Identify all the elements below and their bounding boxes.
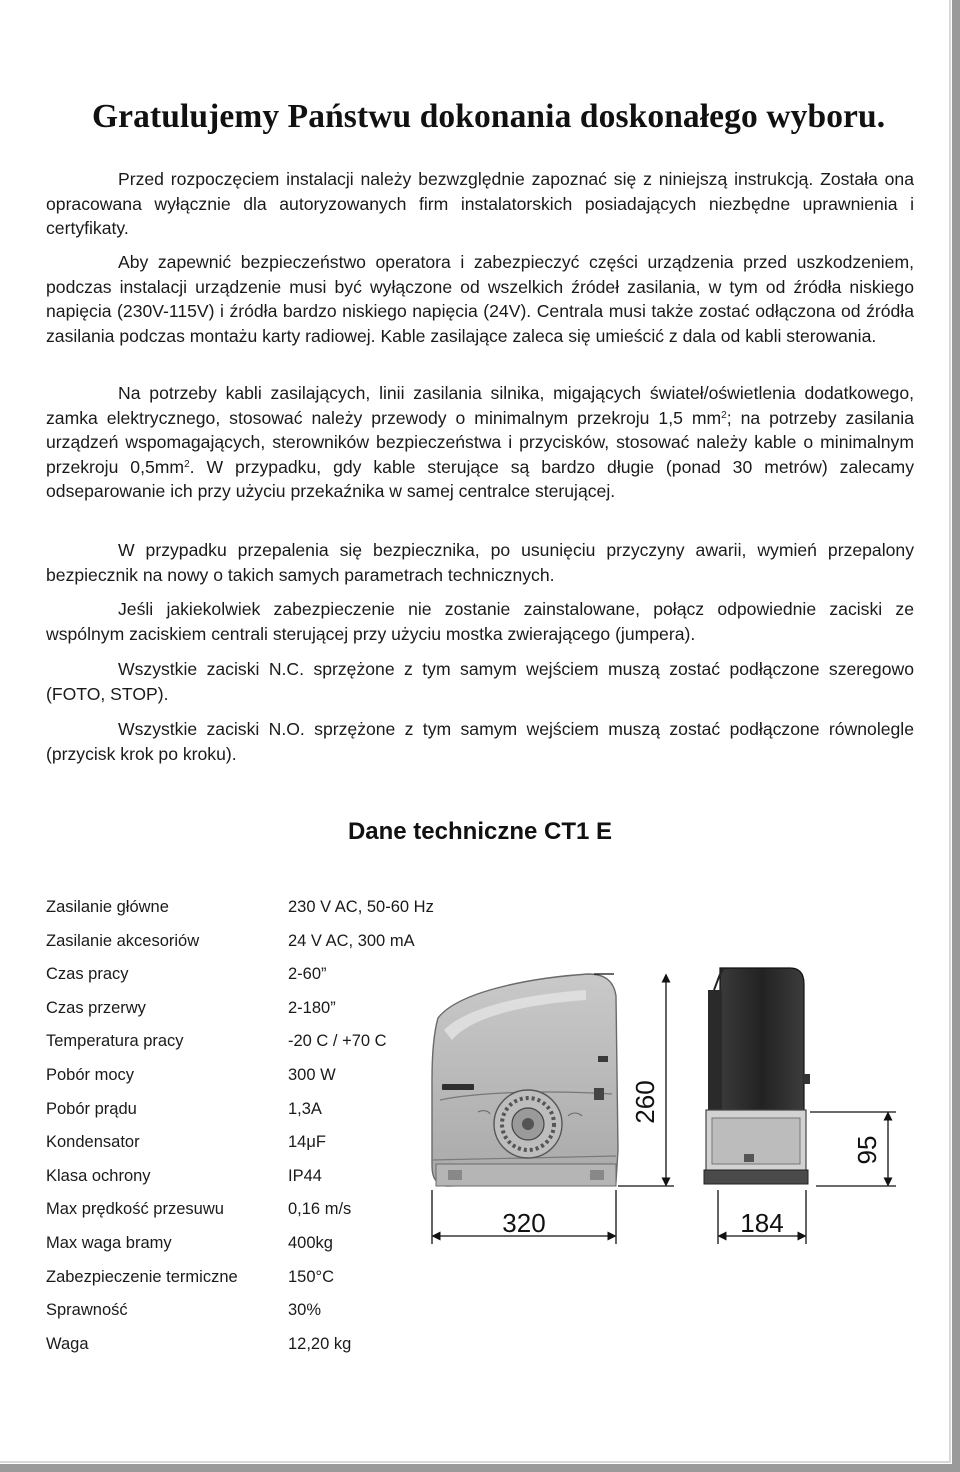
paragraph-nc-text: Wszystkie zaciski N.C. sprzężone z tym samym wejściem muszą zostać podłączone szeregowo (FOTO, STOP). [46, 659, 914, 704]
superscript-2: 2 [721, 409, 727, 421]
spec-label: Sprawność [46, 1301, 128, 1320]
spec-value: 14μF [288, 1133, 326, 1152]
operator-dimension-drawing [418, 960, 898, 1250]
operator-front-view [432, 974, 618, 1186]
paragraph-jumper [46, 597, 914, 646]
spec-value: 230 V AC, 50-60 Hz [288, 898, 434, 916]
spec-value: 2-180” [288, 998, 336, 1017]
spec-label: Max prędkość przesuwu [46, 1200, 224, 1219]
spec-label: Zasilanie główne [46, 898, 169, 916]
spec-value: 400kg [288, 1233, 333, 1252]
paragraph-fuse [46, 538, 914, 587]
spec-label: Pobór prądu [46, 1099, 137, 1118]
spec-label: Czas przerwy [46, 998, 146, 1017]
paragraph-cables [46, 381, 914, 504]
paragraph-jumper-text: Jeśli jakiekolwiek zabezpieczenie nie zostanie zainstalowane, połącz odpowiednie zaciski ze wspólnym zaciskiem centrali sterującej przy użyciu mostka zwierającego (jumpera). [46, 599, 914, 644]
specs-title: Dane techniczne CT1 E [347, 818, 613, 845]
spec-value: 2-60” [288, 965, 327, 984]
dimension-label-320: 320 [502, 1208, 546, 1238]
spec-label: Kondensator [46, 1133, 140, 1152]
gear-wheel [494, 1090, 562, 1158]
document-title: Gratulujemy Państwu dokonania doskonałego wyboru. [92, 98, 886, 135]
superscript-2: 2 [184, 458, 190, 470]
spec-value: 300 W [288, 1065, 336, 1084]
dimension-label-184: 184 [740, 1208, 784, 1238]
spec-label: Waga [46, 1334, 89, 1353]
spec-label: Zabezpieczenie termiczne [46, 1267, 238, 1286]
dimension-label-260: 260 [630, 1080, 660, 1124]
paragraph-cables-text-b: ; na potrzeby zasilania urządzeń wspomagających, sterowników bezpieczeństwa i przycisków, stosować należy kable o minimalnym przekroju 0,5mm [46, 407, 914, 477]
spec-value: 150°C [288, 1267, 335, 1286]
spec-value: 24 V AC, 300 mA [288, 931, 415, 950]
spec-value: 12,20 kg [288, 1334, 352, 1353]
paragraph-cables-text-c: . W przypadku, gdy kable sterujące są bardzo długie (ponad 30 metrów) zalecamy odseparowanie ich przy użyciu przekaźnika w samej centralce sterującej. [46, 456, 914, 502]
paragraph-safety [46, 250, 914, 348]
paragraph-intro [46, 167, 914, 241]
spec-label: Max waga bramy [46, 1233, 172, 1252]
dimension-label-95: 95 [852, 1135, 882, 1165]
spec-label: Zasilanie akcesoriów [46, 931, 200, 950]
paragraph-no [46, 717, 914, 766]
spec-label: Czas pracy [46, 965, 129, 984]
spec-value: 1,3A [288, 1099, 322, 1118]
spec-label: Pobór mocy [46, 1065, 135, 1084]
operator-side-view [704, 968, 810, 1184]
paragraph-intro-text: Przed rozpoczęciem instalacji należy bezwzględnie zapoznać się z niniejszą instrukcją. Została ona opracowana wyłącznie dla autoryzowanych firm instalatorskich posiadających niezbędne uprawnienia i certyfikaty. [46, 169, 914, 239]
spec-label: Temperatura pracy [46, 1032, 184, 1051]
paragraph-cables-text-a: Na potrzeby kabli zasilających, linii zasilania silnika, migających świateł/oświetlenia dodatkowego, zamka elektrycznego, stosować należy przewody o minimalnym przekroju 1,5 mm [46, 383, 914, 428]
spec-value: 30% [288, 1301, 322, 1320]
spec-value: -20 C / +70 C [288, 1032, 387, 1051]
spec-label: Klasa ochrony [46, 1166, 151, 1185]
paragraph-fuse-text: W przypadku przepalenia się bezpiecznika, po usunięciu przyczyny awarii, wymień przepalony bezpiecznik na nowy o takich samych parametrach technicznych. [46, 540, 914, 585]
spec-value: 0,16 m/s [288, 1200, 352, 1219]
spec-value: IP44 [288, 1166, 322, 1185]
paragraph-nc [46, 657, 914, 706]
paragraph-safety-text: Aby zapewnić bezpieczeństwo operatora i zabezpieczyć części urządzenia przed uszkodzeniem, podczas instalacji urządzenie musi być wyłączone od wszelkich źródeł zasilania, w tym od źródła niskiego napięcia (230V-115V) i źródła bardzo niskiego napięcia (24V). Centrala musi także zostać odłączona od źródła zasilania podczas montażu karty radiowej. Kable zasilające zaleca się umieścić z dala od kabli sterowania. [46, 252, 914, 346]
paragraph-no-text: Wszystkie zaciski N.O. sprzężone z tym samym wejściem muszą zostać podłączone równolegle (przycisk krok po kroku). [46, 719, 914, 764]
